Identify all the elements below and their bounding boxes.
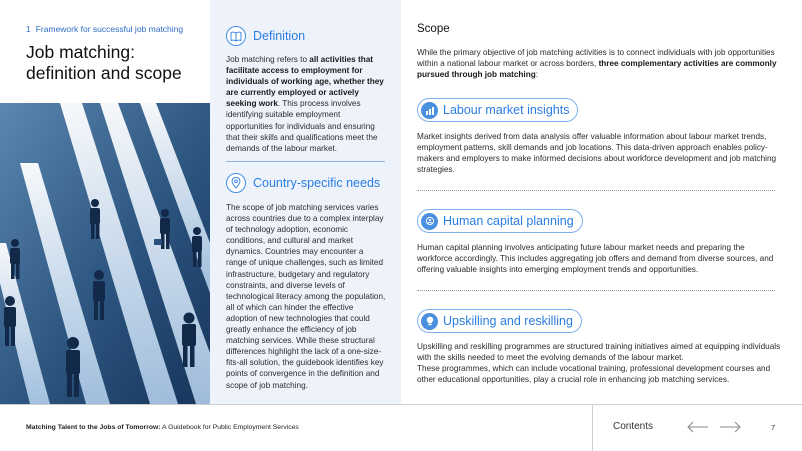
definition-panel — [210, 0, 401, 404]
next-page-arrow-icon[interactable] — [718, 419, 742, 440]
definition-text-part1: Job matching refers to — [226, 55, 310, 64]
book-icon — [226, 26, 246, 46]
labour-market-insights-text: Market insights derived from data analysis offer valuable information about labour market trends, employment patterns, skill demands and job locations. This data-driven approach enables policy-makers and employers to make informed decisions about workforce development and job matching strategies. — [417, 132, 777, 175]
section-kicker — [26, 24, 183, 34]
upskilling-reskilling-text-p2: These programmes, which can include vocational training, professional development courses and other educational opportunities, play a crucial role in enhancing job matching services. — [417, 364, 771, 385]
definition-text-part2: . This process involves identifying suitable employment opportunities for individuals and ensuring that their skills and qualifications meet the demands of the labour market. — [226, 99, 378, 153]
footer — [0, 404, 802, 451]
document-title-bold: Matching Talent to the Jobs of Tomorrow: — [26, 424, 161, 431]
definition-title: Definition — [253, 29, 306, 43]
dotted-divider — [417, 290, 775, 291]
previous-page-arrow-icon[interactable] — [686, 419, 710, 440]
section-number: 1 — [26, 24, 31, 34]
person-gear-icon — [421, 213, 438, 230]
labour-market-insights-pill — [417, 98, 578, 122]
definition-text-bold: all activities that facilitate access to employment for individuals of working age, whether they are currently employed or actively seeking work — [226, 55, 384, 109]
document-title — [26, 424, 299, 431]
scope-intro-part1: While the primary objective of job matching activities is to connect individuals with job opportunities within a national labour market or across borders, — [417, 48, 775, 69]
page-title-line2: definition and scope — [26, 63, 182, 83]
lightbulb-icon — [421, 313, 438, 330]
page-title-line1: Job matching: — [26, 42, 135, 62]
page-title — [26, 42, 208, 84]
hero-illustration — [0, 103, 210, 404]
scope-intro-part2: : — [535, 70, 538, 80]
human-capital-planning-pill — [417, 209, 583, 233]
document-subtitle: A Guidebook for Public Employment Services — [160, 424, 299, 431]
footer-separator — [592, 405, 593, 451]
scope-intro — [417, 47, 779, 80]
upskilling-reskilling-text-p1: Upskilling and reskilling programmes are structured training initiatives aimed at equipping individuals with the skills needed to meet the evolving demands of the labour market. — [417, 342, 781, 363]
upskilling-reskilling-pill — [417, 309, 582, 333]
country-needs-heading — [226, 173, 380, 193]
human-capital-planning-label: Human capital planning — [443, 214, 574, 228]
country-needs-text: The scope of job matching services varies across countries due to a complex interplay of technology adoption, economic conditions, and cultural and market dynamics. Countries may encounter a range of unique challenges, such as limited infrastructure, budgetary and regulatory constraints, and diverse levels of technological literacy among the population, all of which can hinder the effective adoption of new technologies that could greatly enhance the efficiency of job matching services. While these structural differences highlight the lack of a one-size-fits-all solution, the guidebook identifies key points of convergence in the definition and scope of job matching. — [226, 203, 386, 390]
page-number: 7 — [771, 423, 776, 432]
hero-image — [0, 103, 210, 404]
section-divider — [226, 161, 385, 162]
upskilling-reskilling-label: Upskilling and reskilling — [443, 314, 573, 328]
human-capital-planning-text: Human capital planning involves anticipating future labour market needs and preparing the workforce accordingly. This includes aggregating job offers and demand from diverse sources, and offering valuable insights into emerging employment trends and opportunities. — [417, 243, 774, 275]
location-pin-icon — [226, 173, 246, 193]
scope-title: Scope — [417, 23, 450, 35]
definition-text — [226, 54, 388, 154]
contents-link[interactable]: Contents — [613, 421, 654, 432]
country-needs-title: Country-specific needs — [253, 176, 381, 190]
labour-market-insights-label: Labour market insights — [443, 103, 570, 117]
left-column — [0, 0, 210, 404]
scope-intro-bold: three complementary activities are commonly pursued through job matching — [417, 59, 777, 80]
dotted-divider — [417, 190, 775, 191]
definition-heading — [226, 26, 305, 46]
section-label: Framework for successful job matching — [35, 24, 184, 34]
upskilling-reskilling-text — [417, 341, 781, 385]
bar-chart-icon — [421, 102, 438, 119]
scope-section — [401, 0, 802, 404]
